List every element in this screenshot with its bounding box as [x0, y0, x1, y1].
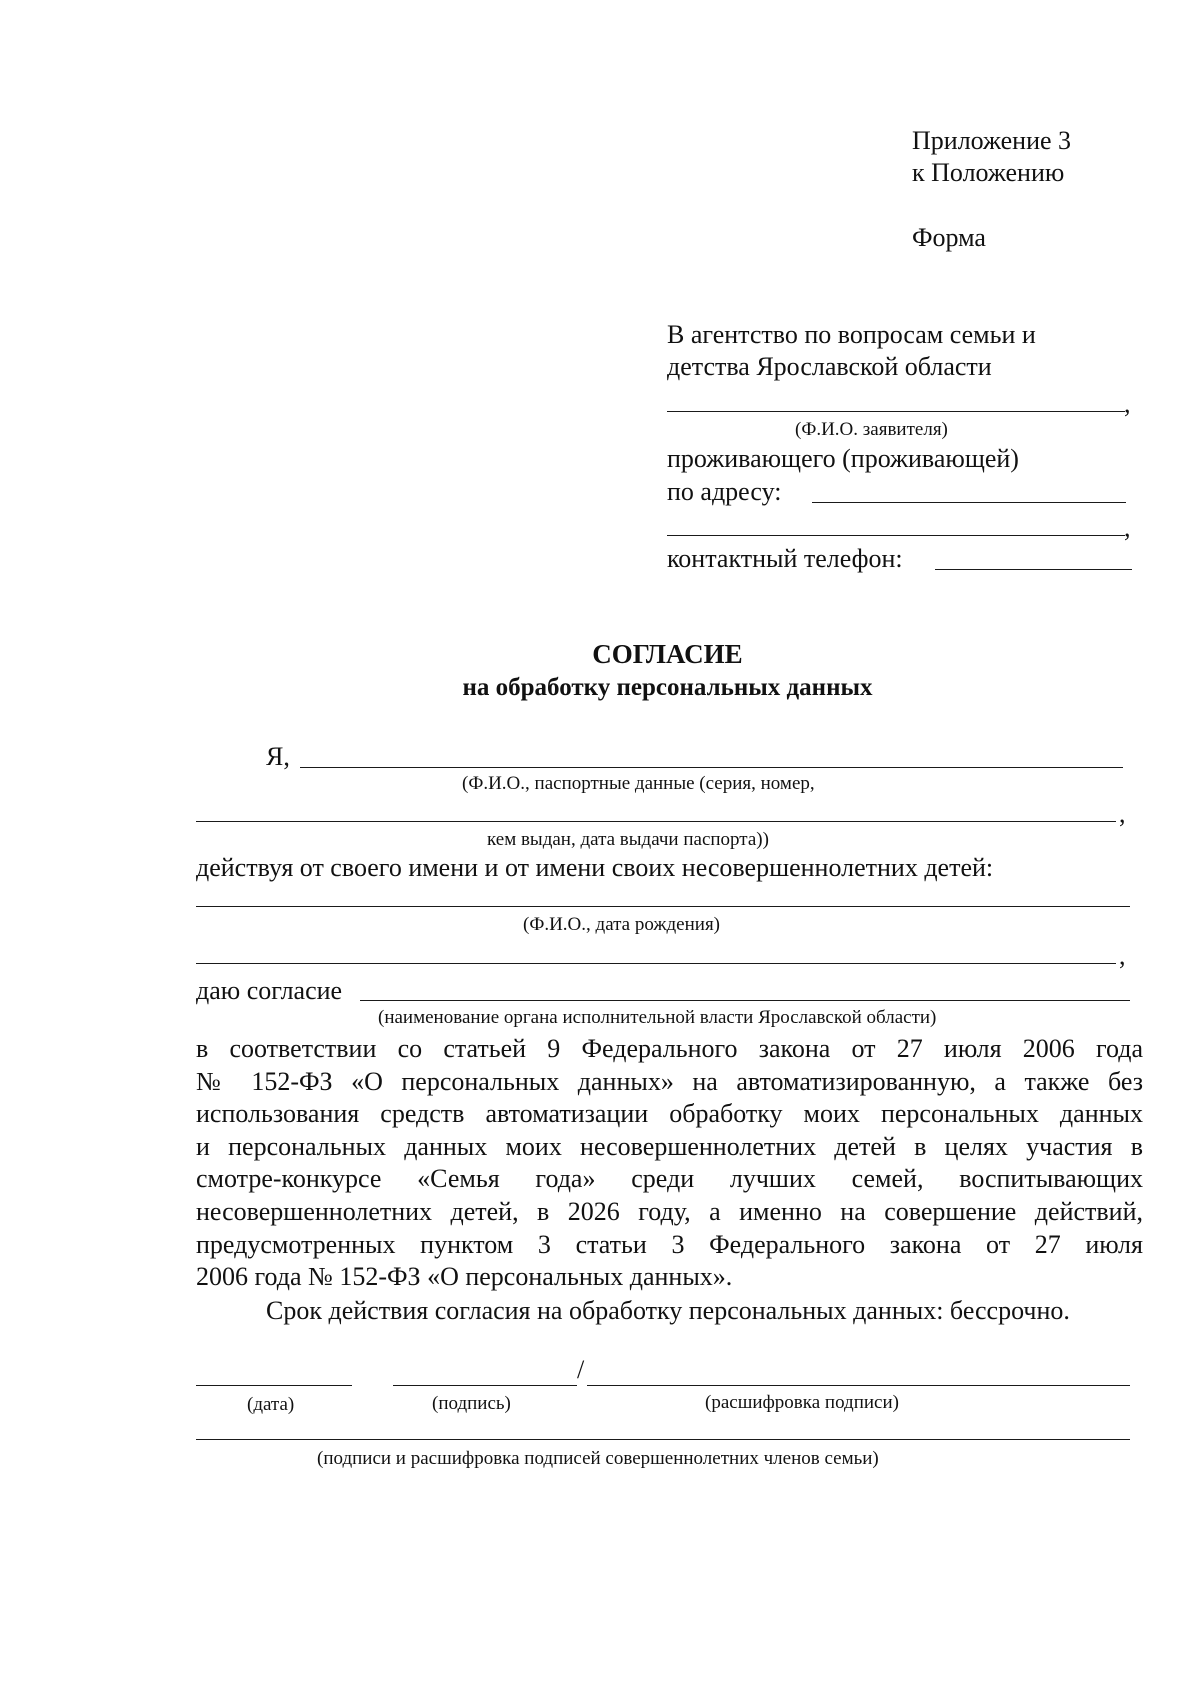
paragraph-line: смотре-конкурсе «Семья года» среди лучших семей, воспитывающих — [196, 1164, 1143, 1194]
comma: , — [1124, 513, 1131, 542]
consent-paragraph — [196, 1033, 1143, 1294]
appendix-number: Приложение 3 — [912, 126, 1072, 155]
address-field-line-2[interactable] — [667, 535, 1125, 536]
paragraph-line: несовершеннолетних детей, в 2026 году, а именно на совершение действий, — [196, 1196, 1143, 1226]
adults-signatures-field[interactable] — [196, 1439, 1130, 1440]
document-title: СОГЛАСИЕ — [592, 639, 743, 669]
comma: , — [1124, 389, 1131, 418]
passport-caption-1: (Ф.И.О., паспортные данные (серия, номер, — [462, 773, 815, 794]
agency-line-1: В агентство по вопросам семьи и — [667, 320, 1036, 349]
passport-caption-2: кем выдан, дата выдачи паспорта)) — [487, 829, 769, 850]
adults-caption: (подписи и расшифровка подписей совершеннолетних членов семьи) — [317, 1448, 879, 1469]
paragraph-line: 2006 года № 152-ФЗ «О персональных данных». — [196, 1262, 733, 1292]
agency-line-2: детства Ярославской области — [667, 352, 992, 381]
term-text: Срок действия согласия на обработку персональных данных: бессрочно. — [266, 1296, 1070, 1325]
applicant-fio-field[interactable] — [667, 411, 1125, 412]
i-label: Я, — [266, 742, 290, 771]
residing-label: проживающего (проживающей) — [667, 444, 1019, 473]
phone-field[interactable] — [935, 569, 1132, 570]
authority-caption: (наименование органа исполнительной власти Ярославской области) — [378, 1007, 937, 1028]
signature-decoding-field[interactable] — [587, 1385, 1130, 1386]
authority-field[interactable] — [360, 1000, 1130, 1001]
address-field[interactable] — [812, 502, 1126, 503]
children-field-line-2[interactable] — [196, 963, 1116, 964]
paragraph-line: в соответствии со статьей 9 Федерального закона от 27 июля 2006 года — [196, 1034, 1143, 1063]
passport-field-line-2[interactable] — [196, 821, 1116, 822]
appendix-regulation: к Положению — [912, 158, 1065, 187]
date-field[interactable] — [196, 1385, 352, 1386]
applicant-fio-caption: (Ф.И.О. заявителя) — [795, 419, 948, 440]
children-caption: (Ф.И.О., дата рождения) — [523, 914, 721, 935]
date-caption: (дата) — [247, 1394, 295, 1415]
address-label: по адресу: — [667, 477, 782, 506]
paragraph-line: предусмотренных пунктом 3 статьи 3 Федерального закона от 27 июля — [196, 1229, 1143, 1259]
children-field[interactable] — [196, 906, 1130, 907]
comma: , — [1119, 941, 1126, 970]
signature-field[interactable] — [393, 1385, 577, 1386]
form-label: Форма — [912, 223, 986, 252]
consent-label: даю согласие — [196, 976, 343, 1005]
slash: / — [577, 1355, 585, 1384]
acting-text: действуя от своего имени и от имени своих несовершеннолетних детей: — [196, 853, 994, 882]
paragraph-line: и персональных данных моих несовершеннолетних детей в целях участия в — [196, 1131, 1143, 1161]
fio-passport-field[interactable] — [300, 767, 1123, 768]
comma: , — [1119, 799, 1126, 828]
paragraph-line: № 152-ФЗ «О персональных данных» на автоматизированную, а также без — [196, 1066, 1143, 1096]
phone-label: контактный телефон: — [667, 544, 903, 573]
document-subtitle: на обработку персональных данных — [462, 674, 873, 701]
signature-caption: (подпись) — [432, 1393, 511, 1414]
decoding-caption: (расшифровка подписи) — [705, 1392, 899, 1413]
paragraph-line: использования средств автоматизации обработку моих персональных данных — [196, 1099, 1143, 1129]
